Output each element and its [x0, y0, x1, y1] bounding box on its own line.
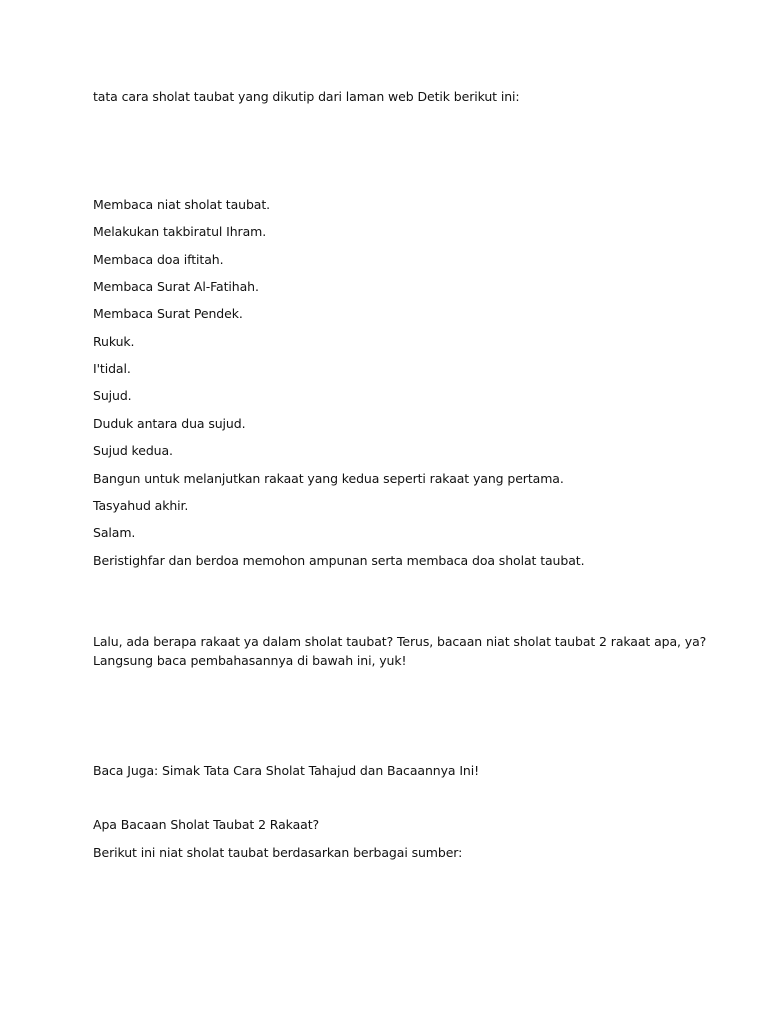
- list-item: Membaca niat sholat taubat.: [93, 197, 271, 212]
- list-item: Sujud kedua.: [93, 443, 173, 458]
- list-item: Sujud.: [93, 388, 132, 403]
- list-item: Tasyahud akhir.: [93, 498, 189, 513]
- intro-text: tata cara sholat taubat yang dikutip dari laman web Detik berikut ini:: [93, 89, 520, 104]
- question-line-2: Langsung baca pembahasannya di bawah ini, yuk!: [93, 653, 407, 668]
- list-item: Bangun untuk melanjutkan rakaat yang kedua seperti rakaat yang pertama.: [93, 471, 564, 486]
- list-item: Duduk antara dua sujud.: [93, 416, 246, 431]
- list-item: Salam.: [93, 525, 136, 540]
- list-item: Membaca Surat Al-Fatihah.: [93, 279, 259, 294]
- list-item: I'tidal.: [93, 361, 131, 376]
- list-item: Beristighfar dan berdoa memohon ampunan serta membaca doa sholat taubat.: [93, 553, 585, 568]
- question-line-1: Lalu, ada berapa rakaat ya dalam sholat taubat? Terus, bacaan niat sholat taubat 2 rakaat apa, ya?: [93, 634, 707, 649]
- list-item: Melakukan takbiratul Ihram.: [93, 224, 267, 239]
- subheading: Apa Bacaan Sholat Taubat 2 Rakaat?: [93, 817, 320, 832]
- closing-text: Berikut ini niat sholat taubat berdasarkan berbagai sumber:: [93, 845, 463, 860]
- list-item: Rukuk.: [93, 334, 135, 349]
- list-item: Membaca doa iftitah.: [93, 252, 224, 267]
- list-item: Membaca Surat Pendek.: [93, 306, 243, 321]
- read-also-link[interactable]: Baca Juga: Simak Tata Cara Sholat Tahajud dan Bacaannya Ini!: [93, 763, 480, 778]
